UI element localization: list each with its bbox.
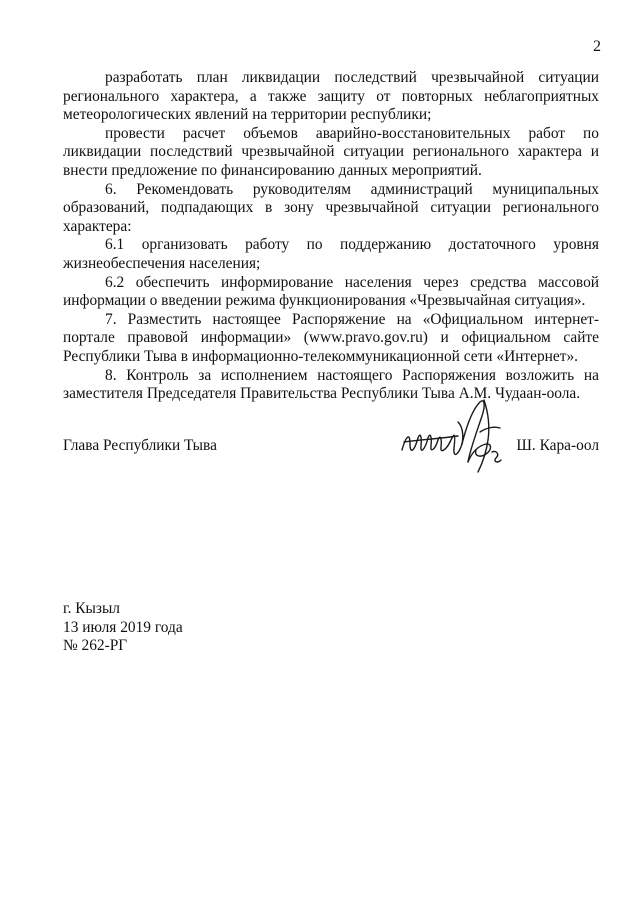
paragraph-item-6-1: 6.1 организовать работу по поддержанию достаточного уровня жизнеобеспечения населения; [63, 236, 599, 272]
signer-title: Глава Республики Тыва [63, 437, 217, 454]
document-body [63, 69, 599, 404]
signature-block [63, 392, 599, 482]
footer-city: г. Кызыл [63, 600, 120, 617]
paragraph-item-7: 7. Разместить настоящее Распоряжение на «Официальном интернет-портале правовой информации» (www.pravo.gov.ru) и официальном сайте Республики Тыва в информационно-телекоммуникационной сети «Интернет». [63, 310, 599, 365]
document-footer [63, 600, 183, 656]
signer-name: Ш. Кара-оол [516, 437, 599, 454]
footer-document-number: № 262-РГ [63, 637, 128, 655]
paragraph-liquidation-plan: разработать план ликвидации последствий чрезвычайной ситуации регионального характера, а также защиту от повторных неблагоприятных метеорологических явлений на территории республики; [63, 69, 599, 124]
handwritten-signature [396, 392, 511, 480]
paragraph-item-8: 8. Контроль за исполнением настоящего Распоряжения возложить на заместителя Председателя Правительства Республики Тыва А.М. Чудаан-оола. [63, 366, 599, 403]
paragraph-recovery-works: провести расчет объемов аварийно-восстановительных работ по ликвидации последствий чрезвычайной ситуации регионального характера и внести предложение по финансированию данных мероприятий. [63, 124, 599, 179]
page-number: 2 [593, 38, 601, 55]
footer-date: 13 июля 2019 года [63, 618, 183, 636]
paragraph-item-6: 6. Рекомендовать руководителям администраций муниципальных образований, подпадающих в зону чрезвычайной ситуации регионального характера: [63, 180, 599, 235]
paragraph-item-6-2: 6.2 обеспечить информирование населения через средства массовой информации о введении режима функционирования «Чрезвычайная ситуация». [63, 273, 599, 310]
